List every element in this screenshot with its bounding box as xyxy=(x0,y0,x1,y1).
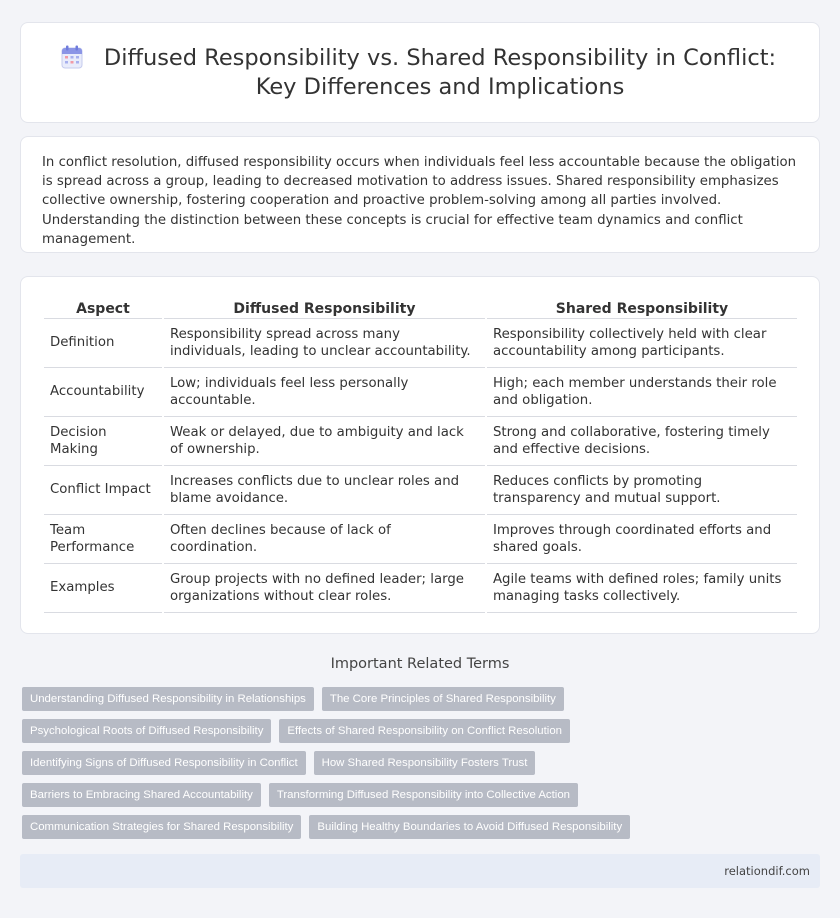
related-term-link[interactable]: The Core Principles of Shared Responsibility xyxy=(322,687,564,711)
related-terms-list xyxy=(22,687,812,847)
row-diffused: Often declines because of lack of coordination. xyxy=(164,515,485,564)
table-row xyxy=(44,319,797,368)
table-header-row xyxy=(44,295,797,319)
table-row xyxy=(44,417,797,466)
related-term-link[interactable]: Building Healthy Boundaries to Avoid Diffused Responsibility xyxy=(309,815,630,839)
intro-card xyxy=(20,136,820,253)
tag-row xyxy=(22,687,812,711)
comparison-card xyxy=(20,276,820,634)
column-header-aspect: Aspect xyxy=(44,295,162,319)
row-shared: Agile teams with defined roles; family units managing tasks collectively. xyxy=(487,564,797,613)
table-row xyxy=(44,515,797,564)
table-row xyxy=(44,564,797,613)
row-aspect: Conflict Impact xyxy=(44,466,162,515)
row-shared: Responsibility collectively held with clear accountability among participants. xyxy=(487,319,797,368)
related-terms-heading: Important Related Terms xyxy=(330,656,510,672)
comparison-table xyxy=(42,295,799,613)
related-term-link[interactable]: How Shared Responsibility Fosters Trust xyxy=(314,751,536,775)
page-title: Diffused Responsibility vs. Shared Responsibility in Conflict: Key Differences and Implications xyxy=(103,44,777,100)
related-term-link[interactable]: Identifying Signs of Diffused Responsibility in Conflict xyxy=(22,751,306,775)
row-shared: Reduces conflicts by promoting transparency and mutual support. xyxy=(487,466,797,515)
row-diffused: Low; individuals feel less personally accountable. xyxy=(164,368,485,417)
table-row xyxy=(44,466,797,515)
row-shared: High; each member understands their role and obligation. xyxy=(487,368,797,417)
row-diffused: Weak or delayed, due to ambiguity and lack of ownership. xyxy=(164,417,485,466)
related-term-link[interactable]: Barriers to Embracing Shared Accountability xyxy=(22,783,261,807)
row-aspect: Examples xyxy=(44,564,162,613)
row-diffused: Increases conflicts due to unclear roles and blame avoidance. xyxy=(164,466,485,515)
row-aspect: Accountability xyxy=(44,368,162,417)
row-aspect: Definition xyxy=(44,319,162,368)
intro-paragraph: In conflict resolution, diffused responsibility occurs when individuals feel less accountable because the obligation is spread across a group, leading to decreased motivation to address issues. Shared responsibility emphasizes collective ownership, fostering cooperation and proactive problem-solving among all parties involved. Understanding the distinction between these concepts is crucial for effective team dynamics and conflict management. xyxy=(42,155,797,247)
footer-bar xyxy=(20,854,820,888)
site-name: relationdif.com xyxy=(724,864,810,878)
title-card xyxy=(20,22,820,123)
related-term-link[interactable]: Understanding Diffused Responsibility in Relationships xyxy=(22,687,314,711)
tag-row xyxy=(22,783,812,807)
row-shared: Strong and collaborative, fostering timely and effective decisions. xyxy=(487,417,797,466)
tag-row xyxy=(22,719,812,743)
column-header-diffused: Diffused Responsibility xyxy=(164,295,485,319)
row-aspect: Team Performance xyxy=(44,515,162,564)
tag-row xyxy=(22,815,812,839)
table-row xyxy=(44,368,797,417)
related-term-link[interactable]: Communication Strategies for Shared Responsibility xyxy=(22,815,301,839)
row-aspect: Decision Making xyxy=(44,417,162,466)
related-term-link[interactable]: Transforming Diffused Responsibility into Collective Action xyxy=(269,783,578,807)
column-header-shared: Shared Responsibility xyxy=(487,295,797,319)
row-shared: Improves through coordinated efforts and shared goals. xyxy=(487,515,797,564)
related-term-link[interactable]: Effects of Shared Responsibility on Conflict Resolution xyxy=(279,719,570,743)
tag-row xyxy=(22,751,812,775)
row-diffused: Group projects with no defined leader; large organizations without clear roles. xyxy=(164,564,485,613)
row-diffused: Responsibility spread across many individuals, leading to unclear accountability. xyxy=(164,319,485,368)
related-term-link[interactable]: Psychological Roots of Diffused Responsibility xyxy=(22,719,271,743)
